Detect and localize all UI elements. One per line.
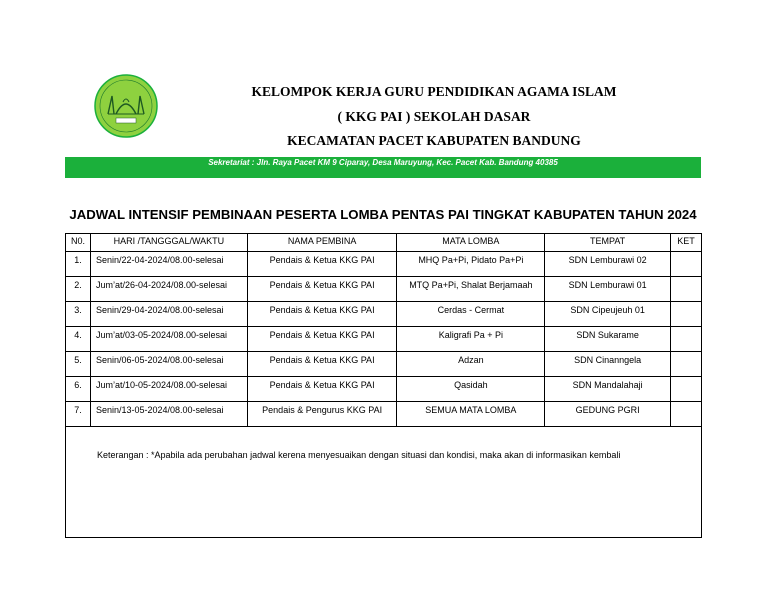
cell-no: 6. (66, 377, 91, 402)
cell-pembina: Pendais & Ketua KKG PAI (247, 302, 397, 327)
table-row (66, 302, 702, 327)
note-text: Keterangan : *Apabila ada perubahan jadwal kerena menyesuaikan dengan situasi dan kondisi, maka akan di informasikan kembali (66, 427, 702, 538)
schedule-table (65, 233, 702, 538)
secretariat-address: Sekretariat : Jln. Raya Pacet KM 9 Ciparay, Desa Maruyung, Kec. Pacet Kab. Bandung 40385 (208, 158, 558, 167)
cell-tempat: SDN Mandalahaji (545, 377, 671, 402)
cell-ket (671, 277, 702, 302)
col-header-ket: KET (671, 234, 702, 252)
cell-day: Jum’at/10-05-2024/08.00-selesai (90, 377, 247, 402)
cell-no: 3. (66, 302, 91, 327)
cell-day: Senin/13-05-2024/08.00-selesai (90, 402, 247, 427)
cell-tempat: SDN Sukarame (545, 327, 671, 352)
table-row (66, 327, 702, 352)
cell-no: 7. (66, 402, 91, 427)
cell-no: 2. (66, 277, 91, 302)
col-header-tempat: TEMPAT (545, 234, 671, 252)
cell-ket (671, 377, 702, 402)
table-row (66, 352, 702, 377)
cell-ket (671, 352, 702, 377)
cell-pembina: Pendais & Ketua KKG PAI (247, 352, 397, 377)
cell-no: 5. (66, 352, 91, 377)
note-row (66, 427, 702, 538)
col-header-day: HARI /TANGGGAL/WAKTU (90, 234, 247, 252)
col-header-no: N0. (66, 234, 91, 252)
cell-ket (671, 252, 702, 277)
org-name-line: KELOMPOK KERJA GURU PENDIDIKAN AGAMA ISLAM (251, 84, 617, 99)
table-row (66, 252, 702, 277)
cell-lomba: MHQ Pa+Pi, Pidato Pa+Pi (397, 252, 545, 277)
cell-no: 1. (66, 252, 91, 277)
col-header-lomba: MATA LOMBA (397, 234, 545, 252)
cell-day: Senin/06-05-2024/08.00-selesai (90, 352, 247, 377)
cell-tempat: SDN Lemburawi 02 (545, 252, 671, 277)
cell-day: Jum’at/03-05-2024/08.00-selesai (90, 327, 247, 352)
cell-tempat: GEDUNG PGRI (545, 402, 671, 427)
cell-tempat: SDN Cipeujeuh 01 (545, 302, 671, 327)
cell-lomba: MTQ Pa+Pi, Shalat Berjamaah (397, 277, 545, 302)
cell-tempat: SDN Cinanngela (545, 352, 671, 377)
cell-pembina: Pendais & Ketua KKG PAI (247, 327, 397, 352)
table-row (66, 377, 702, 402)
cell-pembina: Pendais & Ketua KKG PAI (247, 252, 397, 277)
table-header-row (66, 234, 702, 252)
cell-lomba: SEMUA MATA LOMBA (397, 402, 545, 427)
cell-ket (671, 302, 702, 327)
cell-lomba: Qasidah (397, 377, 545, 402)
cell-day: Senin/29-04-2024/08.00-selesai (90, 302, 247, 327)
document-title: JADWAL INTENSIF PEMBINAAN PESERTA LOMBA PENTAS PAI TINGKAT KABUPATEN TAHUN 2024 (69, 207, 697, 222)
col-header-pembina: NAMA PEMBINA (247, 234, 397, 252)
secretariat-bar (65, 157, 701, 178)
cell-no: 4. (66, 327, 91, 352)
cell-ket (671, 402, 702, 427)
cell-ket (671, 327, 702, 352)
cell-lomba: Kaligrafi Pa + Pi (397, 327, 545, 352)
cell-pembina: Pendais & Ketua KKG PAI (247, 277, 397, 302)
org-region-line: KECAMATAN PACET KABUPATEN BANDUNG (287, 133, 581, 148)
cell-tempat: SDN Lemburawi 01 (545, 277, 671, 302)
cell-lomba: Cerdas - Cermat (397, 302, 545, 327)
cell-pembina: Pendais & Pengurus KKG PAI (247, 402, 397, 427)
cell-day: Senin/22-04-2024/08.00-selesai (90, 252, 247, 277)
org-sub-line: ( KKG PAI ) SEKOLAH DASAR (337, 109, 531, 124)
table-row (66, 402, 702, 427)
cell-day: Jum’at/26-04-2024/08.00-selesai (90, 277, 247, 302)
cell-pembina: Pendais & Ketua KKG PAI (247, 377, 397, 402)
cell-lomba: Adzan (397, 352, 545, 377)
table-row (66, 277, 702, 302)
